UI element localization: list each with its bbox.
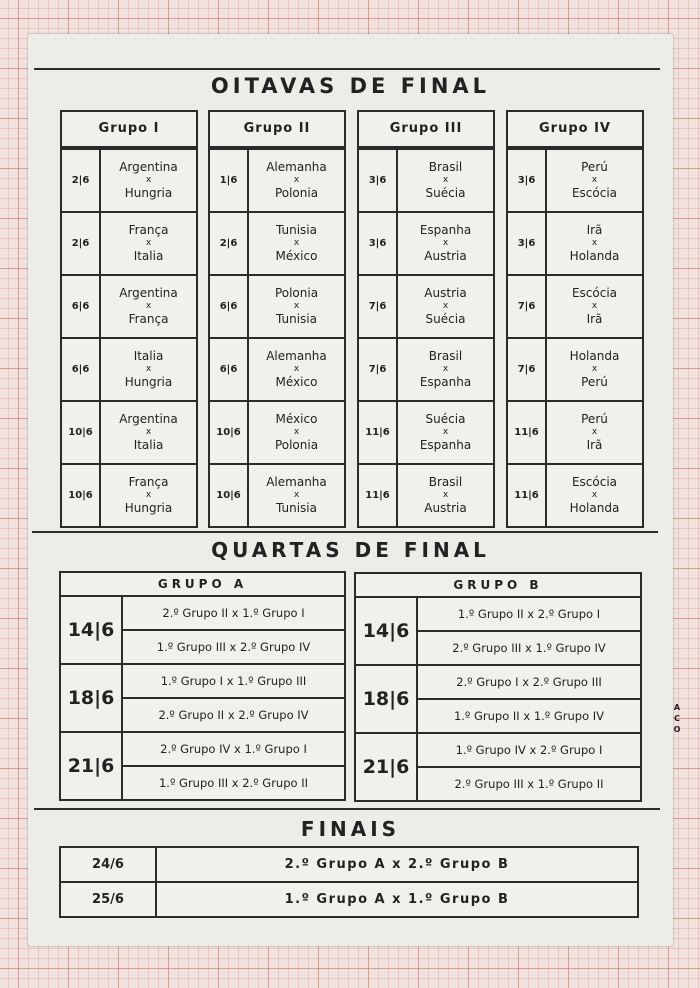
team-away: Austria (424, 249, 467, 263)
match-date: 10|6 (62, 465, 101, 526)
match-teams (547, 402, 642, 463)
group-name: Grupo I (62, 112, 196, 148)
versus-mark: x (293, 175, 300, 185)
team-away: Hungria (124, 375, 173, 389)
match-pairing: 1.º Grupo II x 1.º Grupo IV (418, 698, 640, 732)
match-date: 6|6 (62, 276, 101, 337)
imprint-letter: O (673, 725, 681, 734)
final-row (61, 848, 637, 881)
round-block (61, 663, 344, 731)
versus-mark: x (442, 238, 449, 248)
match-date: 6|6 (62, 339, 101, 400)
team-away: Irã (586, 438, 603, 452)
match-row (210, 400, 344, 463)
match-row (508, 463, 642, 526)
team-away: México (275, 375, 318, 389)
round-date: 18|6 (61, 665, 123, 731)
match-teams (101, 213, 196, 274)
team-home: Polonia (274, 286, 319, 300)
match-date: 10|6 (62, 402, 101, 463)
match-teams (101, 402, 196, 463)
top-rule (34, 68, 660, 70)
round-matches (418, 734, 640, 800)
group-iii-table (357, 110, 495, 528)
versus-mark: x (591, 427, 598, 437)
team-away: Holanda (569, 501, 620, 515)
match-row (508, 337, 642, 400)
round-date: 14|6 (61, 597, 123, 663)
group-name: GRUPO B (356, 574, 640, 598)
schedule-card (28, 34, 681, 946)
team-away: Suécia (425, 312, 466, 326)
group-i-table (60, 110, 198, 528)
versus-mark: x (145, 175, 152, 185)
imprint-letter: C (674, 714, 680, 723)
team-away: Italia (133, 249, 164, 263)
group-name: GRUPO A (61, 573, 344, 597)
match-teams (101, 465, 196, 526)
match-teams (249, 213, 344, 274)
team-away: Holanda (569, 249, 620, 263)
quartas-rule (32, 531, 658, 533)
team-away: Irã (586, 312, 603, 326)
match-teams (398, 402, 493, 463)
match-row (359, 463, 493, 526)
team-away: Perú (581, 375, 608, 389)
match-row (62, 274, 196, 337)
team-home: Suécia (425, 412, 466, 426)
match-row (210, 463, 344, 526)
match-date: 7|6 (508, 276, 547, 337)
round-block (356, 732, 640, 800)
versus-mark: x (442, 427, 449, 437)
match-teams (249, 276, 344, 337)
match-date: 11|6 (359, 402, 398, 463)
final-date: 25/6 (61, 883, 157, 916)
team-home: Italia (133, 349, 164, 363)
match-pairing: 2.º Grupo III x 1.º Grupo II (418, 766, 640, 800)
match-teams (101, 276, 196, 337)
team-home: Perú (581, 160, 608, 174)
match-date: 3|6 (359, 150, 398, 211)
team-away: Hungria (124, 501, 173, 515)
match-date: 2|6 (62, 150, 101, 211)
team-home: Perú (581, 412, 608, 426)
round-block (356, 598, 640, 664)
team-home: Brasil (428, 475, 463, 489)
group-name: Grupo III (359, 112, 493, 148)
versus-mark: x (442, 301, 449, 311)
versus-mark: x (145, 490, 152, 500)
round-date: 14|6 (356, 598, 418, 664)
team-away: Suécia (425, 186, 466, 200)
match-row (62, 148, 196, 211)
team-away: Polonia (274, 438, 319, 452)
match-date: 7|6 (359, 276, 398, 337)
team-home: México (275, 412, 318, 426)
versus-mark: x (442, 175, 449, 185)
team-away: França (128, 312, 169, 326)
match-teams (249, 402, 344, 463)
team-away: Tunisia (276, 312, 317, 326)
finais-title: FINAIS (300, 817, 401, 841)
group-ii-table (208, 110, 346, 528)
match-row (359, 337, 493, 400)
round-date: 21|6 (356, 734, 418, 800)
match-pairing: 1.º Grupo IV x 2.º Grupo I (455, 743, 603, 757)
match-date: 10|6 (210, 402, 249, 463)
match-teams (101, 339, 196, 400)
versus-mark: x (591, 238, 598, 248)
match-row (359, 400, 493, 463)
match-date: 2|6 (62, 213, 101, 274)
team-home: Argentina (119, 286, 178, 300)
versus-mark: x (145, 301, 152, 311)
match-row (210, 211, 344, 274)
team-home: Brasil (428, 160, 463, 174)
team-home: Alemanha (266, 475, 327, 489)
round-matches (418, 666, 640, 732)
match-row (508, 211, 642, 274)
team-home: Escócia (571, 475, 618, 489)
team-home: Alemanha (266, 349, 327, 363)
match-date: 11|6 (508, 402, 547, 463)
match-pairing: 2.º Grupo II x 1.º Grupo I (162, 606, 305, 620)
match-teams (249, 339, 344, 400)
match-teams (249, 150, 344, 211)
team-home: Espanha (419, 223, 472, 237)
match-teams (249, 465, 344, 526)
versus-mark: x (145, 427, 152, 437)
match-teams (398, 213, 493, 274)
team-home: Argentina (119, 412, 178, 426)
versus-mark: x (591, 490, 598, 500)
match-row (210, 337, 344, 400)
versus-mark: x (293, 490, 300, 500)
imprint-letter: A (673, 703, 681, 712)
team-home: Escócia (571, 286, 618, 300)
versus-mark: x (591, 301, 598, 311)
group-name: Grupo II (210, 112, 344, 148)
versus-mark: x (293, 364, 300, 374)
finais-table (59, 846, 639, 918)
round-block (61, 731, 344, 799)
match-row (62, 337, 196, 400)
match-row (508, 400, 642, 463)
group-a-table (59, 571, 346, 801)
versus-mark: x (442, 490, 449, 500)
team-home: Argentina (119, 160, 178, 174)
match-teams (101, 150, 196, 211)
printer-imprint (672, 702, 682, 735)
group-b-table (354, 572, 642, 802)
final-row (61, 881, 637, 916)
finais-rule (34, 808, 660, 810)
final-date: 24/6 (61, 848, 157, 881)
match-teams (398, 276, 493, 337)
match-teams (547, 150, 642, 211)
final-match: 1.º Grupo A x 1.º Grupo B (284, 892, 510, 907)
match-teams (398, 150, 493, 211)
round-matches (418, 598, 640, 664)
match-date: 6|6 (210, 339, 249, 400)
versus-mark: x (293, 238, 300, 248)
round-matches (123, 665, 344, 731)
match-date: 6|6 (210, 276, 249, 337)
match-row (359, 211, 493, 274)
match-date: 3|6 (508, 150, 547, 211)
team-home: França (128, 223, 169, 237)
versus-mark: x (591, 175, 598, 185)
match-date: 3|6 (508, 213, 547, 274)
match-date: 1|6 (210, 150, 249, 211)
team-home: Tunisia (276, 223, 317, 237)
team-home: Austria (424, 286, 467, 300)
match-row (62, 400, 196, 463)
match-date: 2|6 (210, 213, 249, 274)
match-pairing: 2.º Grupo II x 2.º Grupo IV (123, 697, 344, 731)
team-home: Irã (586, 223, 603, 237)
match-date: 11|6 (508, 465, 547, 526)
match-teams (547, 339, 642, 400)
team-away: Polonia (274, 186, 319, 200)
team-away: Tunisia (276, 501, 317, 515)
versus-mark: x (293, 301, 300, 311)
team-home: Alemanha (266, 160, 327, 174)
team-away: Escócia (571, 186, 618, 200)
match-row (359, 274, 493, 337)
team-away: Espanha (419, 438, 472, 452)
versus-mark: x (145, 364, 152, 374)
match-pairing: 2.º Grupo I x 2.º Grupo III (456, 675, 602, 689)
match-date: 7|6 (359, 339, 398, 400)
oitavas-title: OITAVAS DE FINAL (210, 74, 491, 98)
team-home: Holanda (569, 349, 620, 363)
round-date: 18|6 (356, 666, 418, 732)
round-date: 21|6 (61, 733, 123, 799)
match-row (62, 211, 196, 274)
match-date: 7|6 (508, 339, 547, 400)
match-pairing: 1.º Grupo III x 2.º Grupo IV (123, 629, 344, 663)
round-block (356, 664, 640, 732)
round-block (61, 597, 344, 663)
match-teams (547, 276, 642, 337)
team-away: Austria (424, 501, 467, 515)
match-row (359, 148, 493, 211)
round-matches (123, 733, 344, 799)
final-match: 2.º Grupo A x 2.º Grupo B (284, 857, 510, 872)
team-away: Italia (133, 438, 164, 452)
match-teams (398, 339, 493, 400)
team-away: Hungria (124, 186, 173, 200)
team-away: Espanha (419, 375, 472, 389)
match-pairing: 1.º Grupo I x 1.º Grupo III (160, 674, 307, 688)
versus-mark: x (442, 364, 449, 374)
match-pairing: 2.º Grupo IV x 1.º Grupo I (160, 742, 307, 756)
match-teams (547, 465, 642, 526)
versus-mark: x (145, 238, 152, 248)
match-row (210, 274, 344, 337)
versus-mark: x (293, 427, 300, 437)
match-teams (547, 213, 642, 274)
match-date: 3|6 (359, 213, 398, 274)
group-name: Grupo IV (508, 112, 642, 148)
match-date: 10|6 (210, 465, 249, 526)
versus-mark: x (591, 364, 598, 374)
match-pairing: 2.º Grupo III x 1.º Grupo IV (418, 630, 640, 664)
match-row (508, 148, 642, 211)
match-row (210, 148, 344, 211)
team-home: Brasil (428, 349, 463, 363)
match-pairing: 1.º Grupo III x 2.º Grupo II (123, 765, 344, 799)
team-away: México (275, 249, 318, 263)
match-row (508, 274, 642, 337)
match-row (62, 463, 196, 526)
match-date: 11|6 (359, 465, 398, 526)
quartas-title: QUARTAS DE FINAL (211, 538, 490, 562)
match-teams (398, 465, 493, 526)
round-matches (123, 597, 344, 663)
team-home: França (128, 475, 169, 489)
group-iv-table (506, 110, 644, 528)
match-pairing: 1.º Grupo II x 2.º Grupo I (457, 607, 601, 621)
